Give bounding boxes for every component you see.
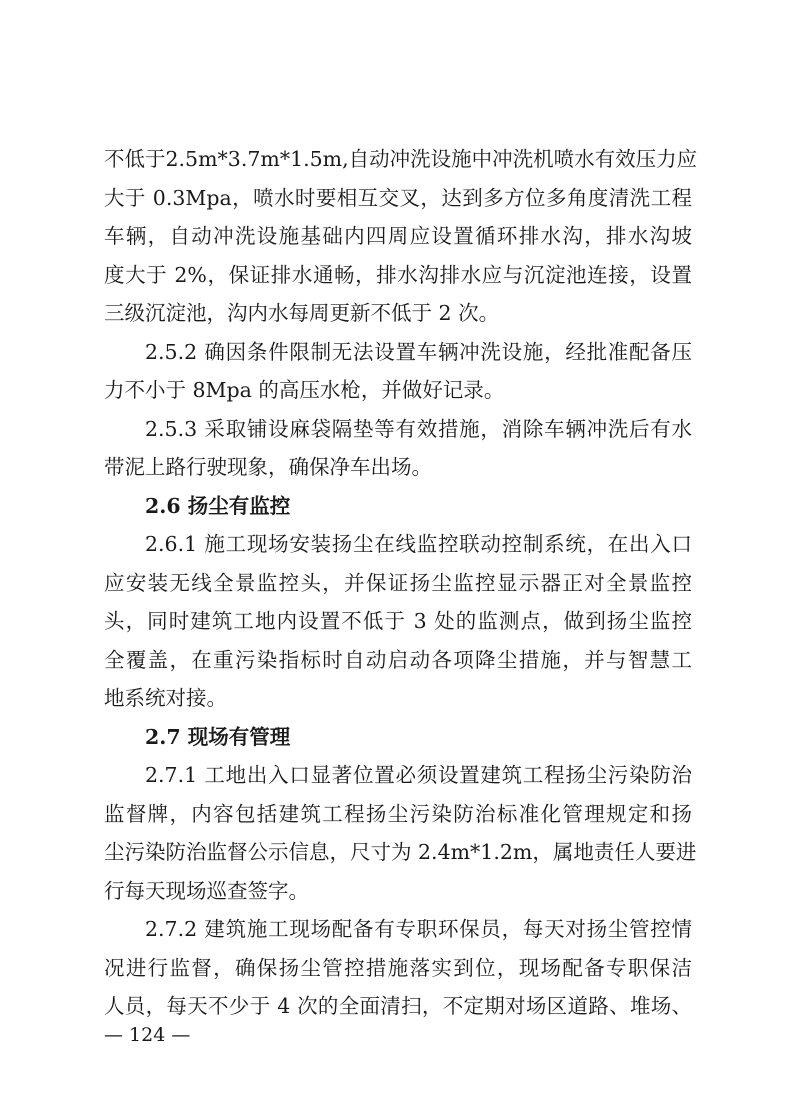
body-line: 不低于2.5m*3.7m*1.5m,自动冲洗设施中冲洗机喷水有效压力应 <box>104 147 698 171</box>
paragraph-2-7-1-line: 2.7.1 工地出入口显著位置必须设置建筑工程扬尘污染防治 <box>145 763 692 787</box>
body-line: 头，同时建筑工地内设置不低于 3 处的监测点，做到扬尘监控 <box>104 609 692 633</box>
body-line: 应安装无线全景监控头，并保证扬尘监控显示器正对全景监控 <box>104 570 692 595</box>
body-line: 人员，每天不少于 4 次的全面清扫，不定期对场区道路、堆场、 <box>104 994 692 1018</box>
body-line: 度大于 2%，保证排水通畅，排水沟排水应与沉淀池连接，设置 <box>104 262 692 287</box>
document-body <box>104 140 698 1026</box>
section-heading-2-7: 2.7 现场有管理 <box>145 724 291 749</box>
body-line: 车辆，自动冲洗设施基础内四周应设置循环排水沟，排水沟坡 <box>104 224 692 248</box>
body-line: 三级沉淀池，沟内水每周更新不低于 2 次。 <box>104 301 500 325</box>
body-line: 全覆盖，在重污染指标时自动启动各项降尘措施，并与智慧工 <box>104 647 692 672</box>
page-number: — 124 — <box>104 1024 191 1046</box>
section-heading-2-6: 2.6 扬尘有监控 <box>145 493 291 518</box>
body-line: 尘污染防治监督公示信息，尺寸为 2.4m*1.2m，属地责任人要进 <box>104 840 697 864</box>
body-line: 地系统对接。 <box>104 686 227 710</box>
body-line: 况进行监督，确保扬尘管控措施落实到位，现场配备专职保洁 <box>104 955 692 980</box>
body-line: 监督牌，内容包括建筑工程扬尘污染防治标准化管理规定和扬 <box>104 801 692 826</box>
paragraph-2-5-2-line: 2.5.2 确因条件限制无法设置车辆冲洗设施，经批准配备压 <box>145 339 692 364</box>
body-line: 带泥上路行驶现象，确保净车出场。 <box>104 455 432 479</box>
body-line: 行每天现场巡查签字。 <box>104 878 309 903</box>
paragraph-2-5-3-line: 2.5.3 采取铺设麻袋隔垫等有效措施，消除车辆冲洗后有水 <box>145 416 692 441</box>
body-line: 力不小于 8Mpa 的高压水枪，并做好记录。 <box>104 378 505 402</box>
paragraph-2-6-1-line: 2.6.1 施工现场安装扬尘在线监控联动控制系统，在出入口 <box>145 532 692 556</box>
body-line: 大于 0.3Mpa，喷水时要相互交叉，达到多方位多角度清洗工程 <box>104 185 692 210</box>
paragraph-2-7-2-line: 2.7.2 建筑施工现场配备有专职环保员，每天对扬尘管控情 <box>145 917 692 941</box>
